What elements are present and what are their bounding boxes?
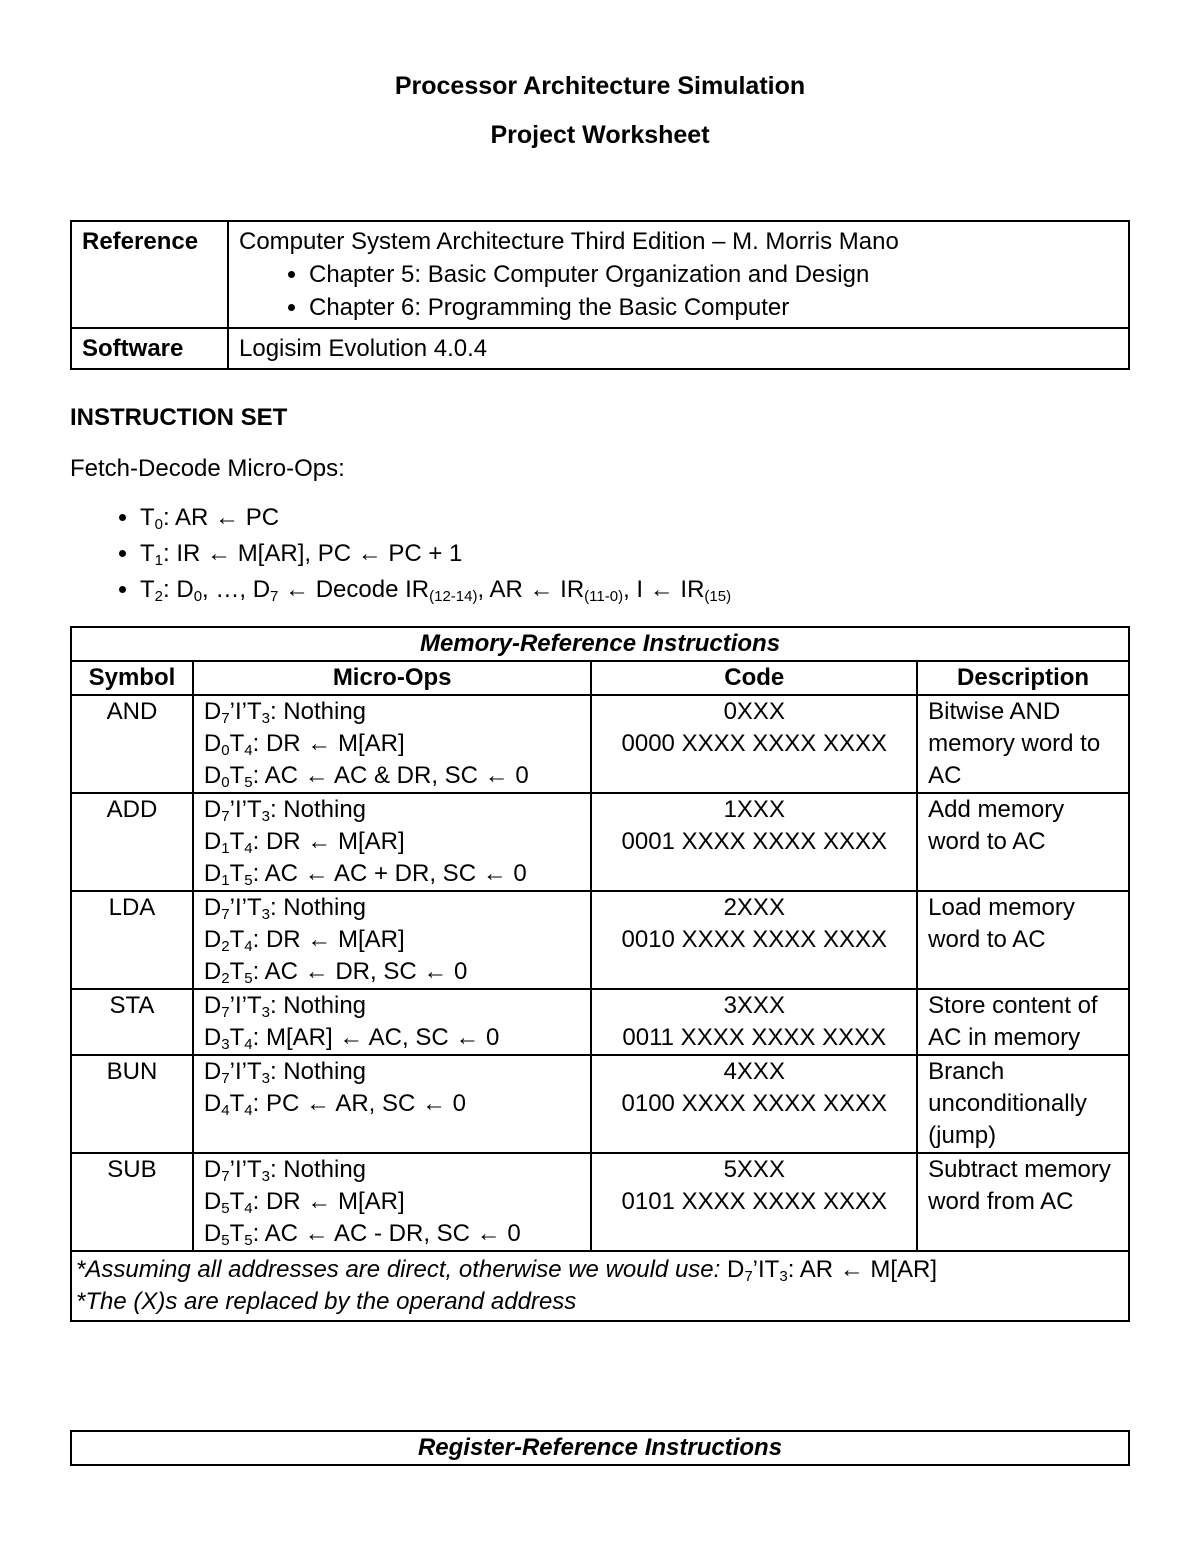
- page-subtitle: Project Worksheet: [490, 121, 710, 149]
- code-hex: 5XXX: [723, 1156, 785, 1183]
- reference-value-cell: [228, 221, 1129, 328]
- table-row: [71, 989, 1129, 1055]
- fetch-step-t1: • $T_1$: IR ← M[AR], PC ← PC + 1: [140, 536, 731, 572]
- code-hex: 0XXX: [723, 698, 785, 725]
- code-cell: [591, 1055, 917, 1153]
- column-header: Description: [917, 661, 1129, 695]
- table-row: [71, 1055, 1129, 1153]
- code-binary: 0001 XXXX XXXX XXXX: [621, 828, 888, 855]
- micro-ops-cell: $D_7’I’T_3$: Nothing $D_0T_4$: DR ← M[AR] $D_0T_5$: AC ← AC & DR, SC ← 0: [193, 695, 591, 793]
- table-header-row: [71, 661, 1129, 695]
- description-cell: Subtract memory word from AC: [917, 1153, 1129, 1251]
- micro-ops-cell: $D_7’I’T_3$: Nothing $D_2T_4$: DR ← M[AR] $D_2T_5$: AC ← DR, SC ← 0: [193, 891, 591, 989]
- table-row: [71, 695, 1129, 793]
- code-binary: 0100 XXXX XXXX XXXX: [621, 1090, 888, 1117]
- column-header: Micro-Ops: [193, 661, 591, 695]
- chapter-list: [239, 258, 1118, 324]
- code-hex: 1XXX: [723, 796, 785, 823]
- code-cell: [591, 793, 917, 891]
- memory-reference-table: [70, 626, 1130, 1322]
- software-value: Logisim Evolution 4.0.4: [228, 328, 1129, 369]
- column-header: Symbol: [71, 661, 193, 695]
- column-header: Code: [591, 661, 917, 695]
- description-cell: Load memory word to AC: [917, 891, 1129, 989]
- table-caption: Register-Reference Instructions: [71, 1431, 1129, 1465]
- table-row: [71, 793, 1129, 891]
- table-row: [71, 1153, 1129, 1251]
- register-reference-table: [70, 1430, 1130, 1466]
- code-binary: 0101 XXXX XXXX XXXX: [621, 1188, 888, 1215]
- reference-table: [70, 220, 1130, 370]
- table-notes: [71, 1251, 1129, 1321]
- description-cell: Store content of AC in memory: [917, 989, 1129, 1055]
- symbol-cell: ADD: [71, 793, 193, 891]
- code-cell: [591, 695, 917, 793]
- reference-book: Computer System Architecture Third Edition – M. Morris Mano: [239, 228, 899, 255]
- micro-ops-cell: $D_7’I’T_3$: Nothing $D_4T_4$: PC ← AR, SC ← 0: [193, 1055, 591, 1153]
- symbol-cell: STA: [71, 989, 193, 1055]
- chapter-item: • Chapter 5: Basic Computer Organization and Design: [309, 258, 1118, 291]
- symbol-cell: AND: [71, 695, 193, 793]
- fetch-step-t2: • $T_2$: $D_0$, …, $D_7$ ← Decode $IR_{(12-14)}$, AR ← $IR_{(11-0)}$, I ← $IR_{(15)}$: [140, 572, 731, 608]
- fetch-decode-label: Fetch-Decode Micro-Ops:: [70, 455, 345, 482]
- code-cell: [591, 989, 917, 1055]
- description-cell: Branch unconditionally (jump): [917, 1055, 1129, 1153]
- chapter-item: • Chapter 6: Programming the Basic Computer: [309, 291, 1118, 324]
- section-title: INSTRUCTION SET: [70, 404, 288, 431]
- note-direct-address: *Assuming all addresses are direct, otherwise we would use: $D_7’IT_3$: AR ← M[AR]: [76, 1256, 938, 1285]
- code-binary: 0011 XXXX XXXX XXXX: [622, 1024, 887, 1051]
- reference-label: Reference: [71, 221, 228, 328]
- table-notes-row: [71, 1251, 1129, 1321]
- code-cell: [591, 891, 917, 989]
- fetch-decode-list: [70, 500, 731, 608]
- code-hex: 4XXX: [723, 1058, 785, 1085]
- software-label: Software: [71, 328, 228, 369]
- micro-ops-cell: $D_7’I’T_3$: Nothing $D_5T_4$: DR ← M[AR] $D_5T_5$: AC ← AC - DR, SC ← 0: [193, 1153, 591, 1251]
- micro-ops-cell: $D_7’I’T_3$: Nothing $D_1T_4$: DR ← M[AR] $D_1T_5$: AC ← AC + DR, SC ← 0: [193, 793, 591, 891]
- fetch-step-t0: • $T_0$: AR ← PC: [140, 500, 731, 536]
- table-row: [71, 891, 1129, 989]
- code-hex: 3XXX: [723, 992, 785, 1019]
- code-cell: [591, 1153, 917, 1251]
- note-operand-address: *The (X)s are replaced by the operand address: [76, 1288, 577, 1315]
- code-binary: 0000 XXXX XXXX XXXX: [621, 730, 888, 757]
- description-cell: Add memory word to AC: [917, 793, 1129, 891]
- code-binary: 0010 XXXX XXXX XXXX: [621, 926, 888, 953]
- micro-ops-cell: $D_7’I’T_3$: Nothing $D_3T_4$: M[AR] ← AC, SC ← 0: [193, 989, 591, 1055]
- symbol-cell: BUN: [71, 1055, 193, 1153]
- page-title: Processor Architecture Simulation: [394, 72, 806, 100]
- table-caption: Memory-Reference Instructions: [71, 627, 1129, 661]
- description-cell: Bitwise AND memory word to AC: [917, 695, 1129, 793]
- symbol-cell: SUB: [71, 1153, 193, 1251]
- symbol-cell: LDA: [71, 891, 193, 989]
- code-hex: 2XXX: [723, 894, 785, 921]
